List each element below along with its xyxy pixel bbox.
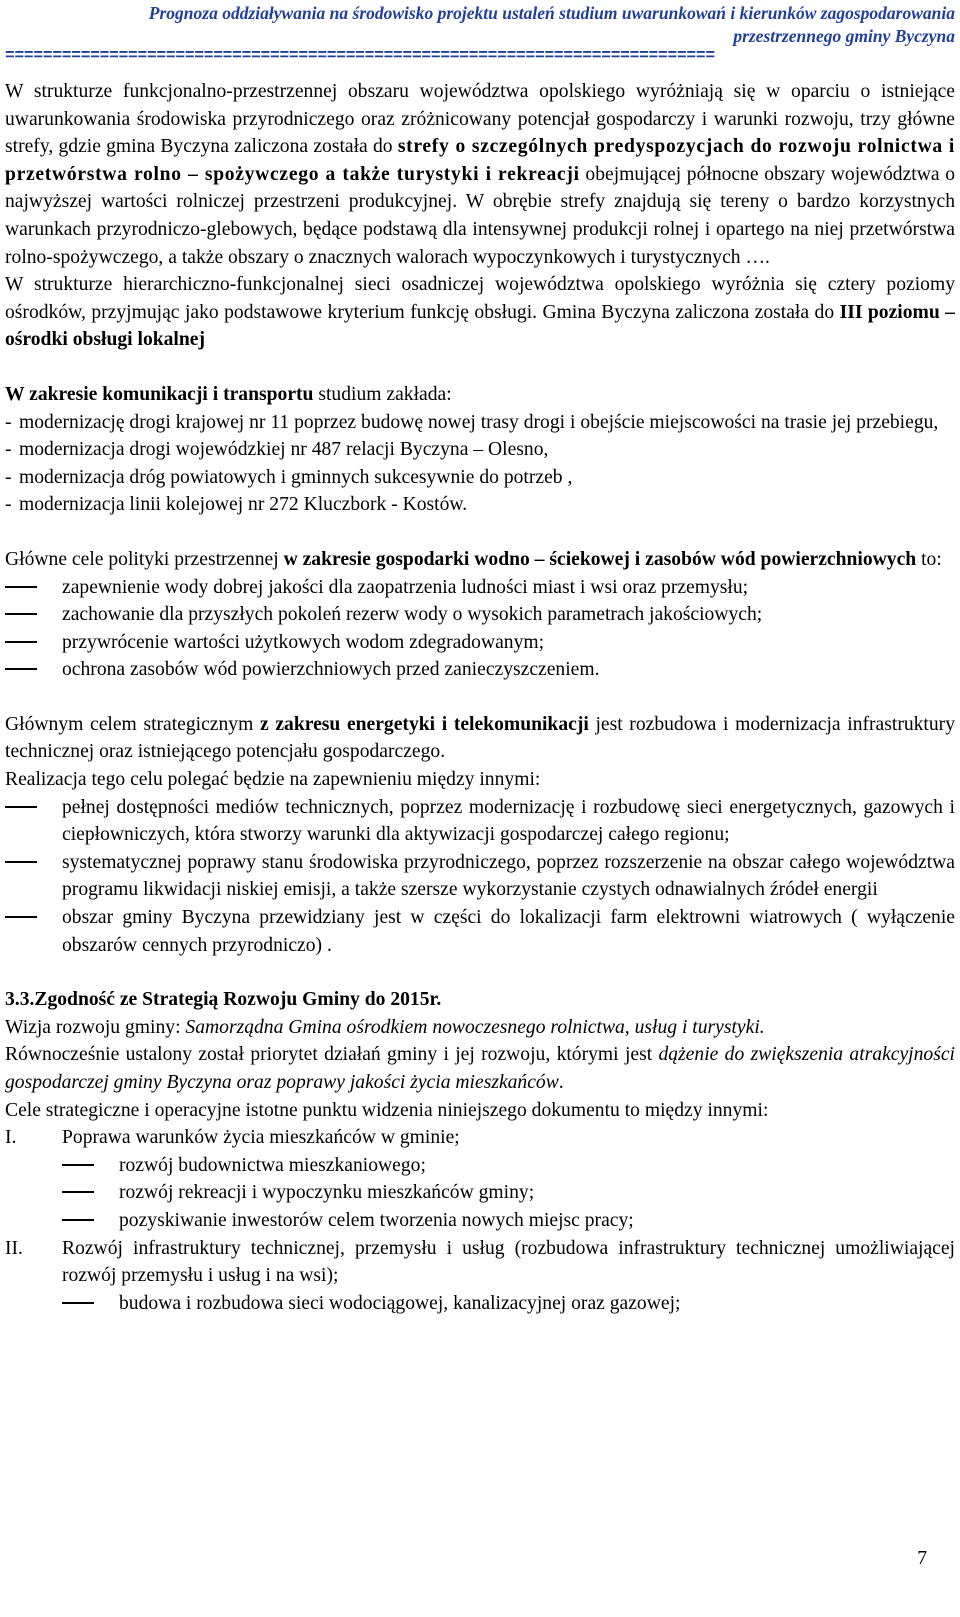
list-item: - modernizację drogi krajowej nr 11 poprzez budowę nowej trasy drogi i obejście miejscowości na trasie jej przebiegu,: [5, 411, 939, 433]
list-item: - modernizacja linii kolejowej nr 272 Kluczbork - Kostów.: [5, 494, 468, 516]
list-item: systematycznej poprawy stanu środowiska przyrodniczego, poprzez rozszerzenie na obszar całego województwa programu likwidacji niskiej emisji, a także szersze wykorzystanie czystych odnawialnych źródeł energii: [5, 849, 955, 904]
list-item: zapewnienie wody dobrej jakości dla zaopatrzenia ludności miast i wsi oraz przemysłu;: [5, 574, 955, 602]
dash-bullet-icon: [5, 806, 37, 808]
list-item: pozyskiwanie inwestorów celem tworzenia nowych miejsc pracy;: [5, 1207, 955, 1235]
priority: Równocześnie ustalony został priorytet działań gminy i jej rozwoju, którymi jest dążenie do zwiększenia atrakcyjności gospodarczej gminy Byczyna oraz poprawy jakości życia mieszkańców.: [5, 1044, 955, 1093]
dash-bullet-icon: [5, 861, 37, 863]
energy-realization: Realizacja tego celu polegać będzie na zapewnieniu między innymi:: [5, 769, 541, 791]
dash-bullet-icon: [5, 586, 37, 588]
dash-bullet-icon: [5, 916, 37, 918]
paragraph-zones: W strukturze funkcjonalno-przestrzennej obszaru województwa opolskiego wyróżniają się w oparciu o istniejące uwarunkowania środowiska przyrodniczego oraz zróżnicowany potencjał gospodarczy i warunki rozwoju, trzy główne strefy, gdzie gmina Byczyna zaliczona została do strefy o szczególnych predyspozycjach do rozwoju rolnictwa i przetwórstwa rolno – spożywczego a także turystyki i rekreacji obejmującej północne obszary województwa o najwyższej wartości rolniczej przestrzeni produkcyjnej. W obrębie strefy znajdują się tereny o bardzo korzystnych warunkach przyrodniczo-glebowych, będące podstawą dla intensywnej produkcji rolnej i opartego na niej przetwórstwa rolno-spożywczego, a także obszary o znacznych walorach wypoczynkowych i turystycznych ….: [5, 81, 955, 268]
water-intro: Główne cele polityki przestrzennej w zakresie gospodarki wodno – ściekowej i zasobów wód powierzchniowych to:: [5, 548, 942, 570]
list-item: pełnej dostępności mediów technicznych, poprzez modernizację i rozbudowę sieci energetycznych, gazowych i ciepłowniczych, która stworzy warunki dla aktywizacji gospodarczej całego regionu;: [5, 794, 955, 849]
energy-list: [5, 794, 955, 960]
transport-list: [5, 409, 955, 519]
dash-bullet-icon: [62, 1219, 94, 1221]
goal-1: I. Poprawa warunków życia mieszkańców w gminie;: [5, 1127, 460, 1149]
list-item: ochrona zasobów wód powierzchniowych przed zanieczyszczeniem.: [5, 656, 955, 684]
page-number: 7: [917, 1548, 927, 1569]
list-item: - modernizacja drogi wojewódzkiej nr 487 relacji Byczyna – Olesno,: [5, 439, 549, 461]
goals-intro: Cele strategiczne i operacyjne istotne punktu widzenia niniejszego dokumentu to między innymi:: [5, 1099, 769, 1121]
list-item: obszar gminy Byczyna przewidziany jest w części do lokalizacji farm elektrowni wiatrowych ( wyłączenie obszarów cennych przyrodniczo) .: [5, 904, 955, 959]
document-page: [5, 0, 955, 1317]
dash-bullet-icon: [5, 668, 37, 670]
header-line-2: przestrzennego gminy Byczyna: [733, 26, 955, 46]
section-heading: 3.3.Zgodność ze Strategią Rozwoju Gminy do 2015r.: [5, 989, 442, 1011]
transport-intro: W zakresie komunikacji i transportu studium zakłada:: [5, 383, 452, 405]
header-separator: ===========================================================================: [5, 48, 715, 64]
dash-bullet-icon: [62, 1164, 94, 1166]
list-item: rozwój rekreacji i wypoczynku mieszkańców gminy;: [5, 1179, 955, 1207]
water-list: [5, 574, 955, 684]
running-header: [5, 2, 955, 48]
list-item: budowa i rozbudowa sieci wodociągowej, kanalizacyjnej oraz gazowej;: [5, 1290, 955, 1318]
goal-2: II. Rozwój infrastruktury technicznej, przemysłu i usług (rozbudowa infrastruktury technicznej umożliwiającej rozwój przemysłu i usług i na wsi);: [5, 1237, 955, 1287]
dash-bullet-icon: [5, 641, 37, 643]
dash-bullet-icon: [62, 1191, 94, 1193]
vision: Wizja rozwoju gminy: Samorządna Gmina ośrodkiem nowoczesnego rolnictwa, usług i turystyki.: [5, 1016, 765, 1038]
dash-bullet-icon: [62, 1302, 94, 1304]
list-item: zachowanie dla przyszłych pokoleń rezerw wody o wysokich parametrach jakościowych;: [5, 601, 955, 629]
header-line-1: Prognoza oddziaływania na środowisko projektu ustaleń studium uwarunkowań i kierunków zagospodarowania: [148, 3, 955, 23]
energy-intro: Głównym celem strategicznym z zakresu energetyki i telekomunikacji jest rozbudowa i modernizacja infrastruktury technicznej oraz istniejącego potencjału gospodarczego.: [5, 713, 955, 763]
dash-bullet-icon: [5, 613, 37, 615]
list-item: - modernizacja dróg powiatowych i gminnych sukcesywnie do potrzeb ,: [5, 466, 573, 488]
list-item: rozwój budownictwa mieszkaniowego;: [5, 1152, 955, 1180]
list-item: przywrócenie wartości użytkowych wodom zdegradowanym;: [5, 629, 955, 657]
paragraph-settlement: W strukturze hierarchiczno-funkcjonalnej sieci osadniczej województwa opolskiego wyróżnia się cztery poziomy ośrodków, przyjmując jako podstawowe kryterium funkcję obsługi. Gmina Byczyna zaliczona została do III poziomu – ośrodki obsługi lokalnej: [5, 274, 955, 351]
